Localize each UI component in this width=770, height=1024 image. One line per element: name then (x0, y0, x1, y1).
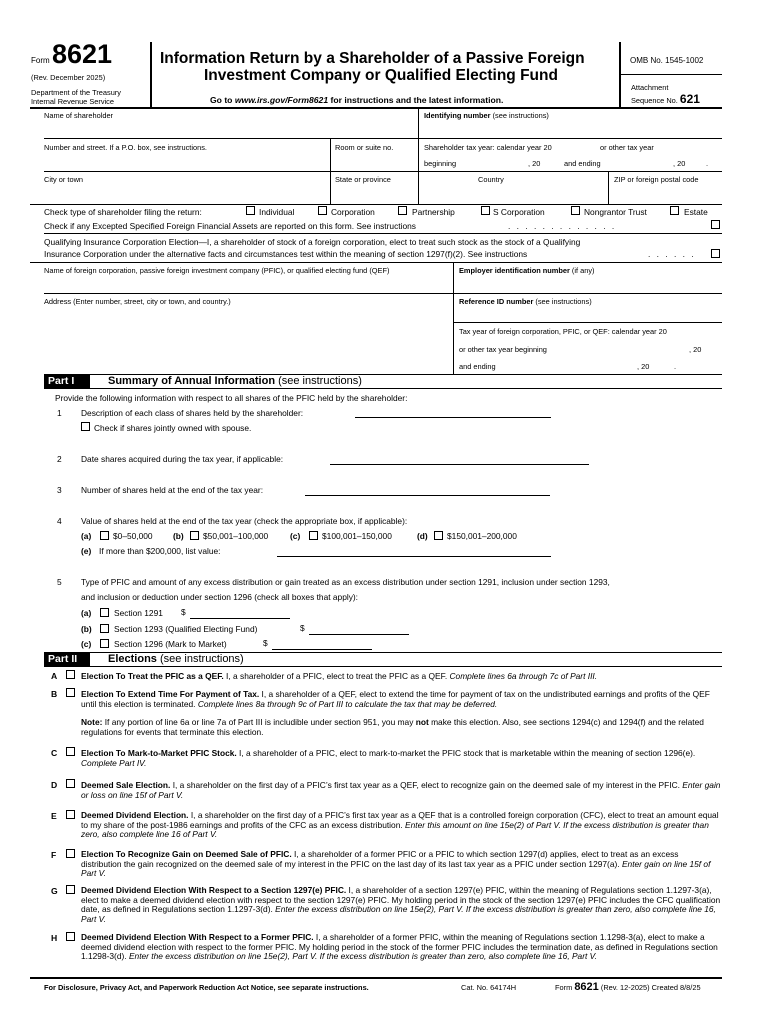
election-b-text: Election To Extend Time For Payment of Tax. I, a shareholder of a QEF, elect to extend the time for payment of tax on the undistributed earnings and profits of the QEF until this election is terminated. Complete lines 8a through 9c of Part III to calculate the tax that may be deferred. (81, 689, 710, 710)
footer-notice: For Disclosure, Privacy Act, and Paperwork Reduction Act Notice, see separate instructions. (44, 983, 369, 992)
filer-type-prompt: Check type of shareholder filing the return: (44, 207, 202, 217)
section-1296-label: Section 1296 (Mark to Market) (114, 639, 227, 649)
line5-text-line1: Type of PFIC and amount of any excess distribution or gain treated as an excess distribution under section 1291, inclusion under section 1293, (81, 577, 610, 587)
zip-label: ZIP or foreign postal code (614, 175, 699, 184)
form-number: 8621 (52, 39, 113, 69)
footer-form-id: Form 8621 (Rev. 12-2025) Created 8/8/25 (555, 981, 701, 993)
election-e-letter: E (51, 811, 57, 821)
election-b-note: Note: If any portion of line 6a or line 7a of Part III is includible under section 951, you may not make this election. Also, see sections 1294(c) and 1294(f) and the related regulations for events that terminate this election. (81, 717, 704, 738)
filer-s-corporation-label: S Corporation (493, 207, 545, 217)
line5c-letter: (c) (81, 639, 92, 649)
filer-nongrantor-trust-checkbox[interactable] (571, 206, 580, 215)
sequence-label: Sequence No. 621 (631, 92, 700, 106)
section-1291-checkbox[interactable] (100, 608, 109, 617)
attachment-label: Attachment (631, 83, 669, 92)
pfic-ending-year: , 20 (637, 362, 650, 371)
section-1291-input[interactable] (190, 618, 290, 619)
election-c-checkbox[interactable] (66, 747, 75, 756)
filer-s-corporation-checkbox[interactable] (481, 206, 490, 215)
line5a-letter: (a) (81, 608, 92, 618)
specified-assets-leader: . . . . . . . . . . . . . (508, 221, 617, 231)
election-e-checkbox[interactable] (66, 810, 75, 819)
pfic-other-begin-label: or other tax year beginning (459, 345, 547, 354)
line4e-letter: (e) (81, 546, 92, 556)
part2-label: Part II (44, 652, 90, 666)
election-f-letter: F (51, 850, 57, 860)
election-b-checkbox[interactable] (66, 688, 75, 697)
election-c-text: Election To Mark-to-Market PFIC Stock. I, a shareholder of a PFIC, elect to mark-to-market the PFIC stock that is marketable within the meaning of section 1296(e). Complete Part IV. (81, 748, 696, 769)
street-address-input[interactable] (44, 154, 324, 168)
form-title-line2: Investment Company or Qualified Electing Fund (204, 67, 558, 84)
ein-input[interactable] (459, 278, 719, 292)
line1-text: Description of each class of shares held by the shareholder: (81, 408, 304, 418)
filer-individual-checkbox[interactable] (246, 206, 255, 215)
joint-spouse-label: Check if shares jointly owned with spouse. (94, 423, 252, 433)
pfic-taxyear-label: Tax year of foreign corporation, PFIC, or QEF: calendar year 20 (459, 327, 667, 336)
room-suite-label: Room or suite no. (335, 143, 394, 152)
value-150k-200k-label: $150,001–200,000 (447, 531, 517, 541)
section-1296-input[interactable] (272, 649, 372, 650)
beginning-year: , 20 (528, 159, 541, 168)
filer-corporation-label: Corporation (331, 207, 375, 217)
section-1296-checkbox[interactable] (100, 639, 109, 648)
pfic-address-label: Address (Enter number, street, city or town, and country.) (44, 297, 231, 306)
filer-corporation-checkbox[interactable] (318, 206, 327, 215)
election-d-checkbox[interactable] (66, 779, 75, 788)
election-h-text: Deemed Dividend Election With Respect to a Former PFIC. I, a shareholder of a former PFIC, within the meaning of Regulations section 1.1298-3(a), elect to make a deemed dividend election with respect to the former PFIC. My holding period in the stock of the former PFIC includes the termination date, as defined in Regulations section 1.1298-3(d). Enter the excess distribution on line 15e(2), Part V. If the excess distribution is greater than zero, also complete line 16, Part V. (81, 932, 718, 962)
pfic-name-input[interactable] (44, 278, 449, 292)
line5-number: 5 (57, 577, 62, 587)
shareholder-name-label: Name of shareholder (44, 111, 114, 120)
specified-assets-checkbox[interactable] (711, 220, 720, 229)
election-a-checkbox[interactable] (66, 670, 75, 679)
irs-label: Internal Revenue Service (31, 97, 114, 106)
section-1293-input[interactable] (309, 634, 409, 635)
election-g-checkbox[interactable] (66, 885, 75, 894)
zip-input[interactable] (614, 186, 719, 200)
form-title-line1: Information Return by a Shareholder of a Passive Foreign (160, 50, 585, 67)
filer-estate-checkbox[interactable] (670, 206, 679, 215)
ein-label: Employer identification number (if any) (459, 266, 595, 275)
line5b-letter: (b) (81, 624, 92, 634)
election-g-text: Deemed Dividend Election With Respect to a Section 1297(e) PFIC. I, a shareholder of a section 1297(e) PFIC, within the meaning of Regulations section 1.1297-3(a), elect to make a deemed dividend election with respect to the section 1297(e) PFIC. My holding period in the stock of the section 1297(e) PFIC includes the CFC qualification date, as defined in Regulations section 1.1297-3(d). Enter the excess distribution on line 15e(2), Part V. If the excess distribution is greater than zero, also complete line 16, Part V. (81, 885, 721, 924)
shareholder-name-input[interactable] (44, 121, 414, 135)
line4-number: 4 (57, 516, 62, 526)
irs-url-link[interactable]: www.irs.gov/Form8621 (234, 95, 329, 105)
line4d-letter: (d) (417, 531, 428, 541)
joint-spouse-checkbox[interactable] (81, 422, 90, 431)
ending-year: , 20 (673, 159, 686, 168)
specified-assets-text: Check if any Excepted Specified Foreign Financial Assets are reported on this form. See instructions (44, 221, 416, 231)
election-b-letter: B (51, 689, 58, 699)
filer-partnership-label: Partnership (412, 207, 455, 217)
qic-election-line1: Qualifying Insurance Corporation Election—I, a shareholder of stock of a foreign corporation, elect to treat such stock as the stock of a Qualifying (44, 237, 581, 247)
election-f-text: Election To Recognize Gain on Deemed Sale of PFIC. I, a shareholder of a former PFIC or a PFIC to which section 1297(d) applies, elect to treat as an excess distribution the gain recognized on the deemed sale of my interest in the PFIC on the last day of its last tax year as a PFIC under section 1297(a). Enter gain on line 15f of Part V. (81, 849, 711, 879)
section-1291-label: Section 1291 (114, 608, 163, 618)
pfic-ending-label: and ending (459, 362, 496, 371)
reference-id-label: Reference ID number (see instructions) (459, 297, 592, 306)
line3-input[interactable] (305, 495, 550, 496)
value-150k-200k-checkbox[interactable] (434, 531, 443, 540)
line3-text: Number of shares held at the end of the tax year: (81, 485, 264, 495)
qic-election-leader: . . . . . . (648, 249, 696, 259)
line2-number: 2 (57, 454, 62, 464)
qic-election-line2: Insurance Corporation under the alternative facts and circumstances test within the meaning of section 1297(f)(2). See instructions (44, 249, 528, 259)
election-f-checkbox[interactable] (66, 849, 75, 858)
line4a-letter: (a) (81, 531, 92, 541)
street-address-label: Number and street. If a P.O. box, see instructions. (44, 143, 207, 152)
filer-nongrantor-trust-label: Nongrantor Trust (584, 207, 647, 217)
line1-number: 1 (57, 408, 62, 418)
room-suite-input[interactable] (335, 154, 415, 168)
dept-treasury: Department of the Treasury (31, 88, 121, 97)
identifying-number-input[interactable] (424, 121, 719, 135)
country-input[interactable] (478, 186, 603, 200)
filer-individual-label: Individual (259, 207, 295, 217)
line4c-letter: (c) (290, 531, 301, 541)
line2-text: Date shares acquired during the tax year, if applicable: (81, 454, 284, 464)
qic-election-checkbox[interactable] (711, 249, 720, 258)
line3-number: 3 (57, 485, 62, 495)
reference-id-input[interactable] (459, 308, 719, 320)
pfic-begin-year: , 20 (689, 345, 702, 354)
line4b-letter: (b) (173, 531, 184, 541)
value-0-50k-label: $0–50,000 (113, 531, 153, 541)
election-h-checkbox[interactable] (66, 932, 75, 941)
other-taxyear-label: or other tax year (600, 143, 654, 152)
section-1293-checkbox[interactable] (100, 624, 109, 633)
value-50k-100k-checkbox[interactable] (190, 531, 199, 540)
line4e-text: If more than $200,000, list value: (99, 546, 221, 556)
line1-input[interactable] (355, 417, 551, 418)
pfic-address-input[interactable] (44, 310, 449, 370)
revision-date: (Rev. December 2025) (31, 73, 106, 82)
part1-title: Summary of Annual Information (see instructions) (108, 375, 362, 387)
state-label: State or province (335, 175, 391, 184)
value-0-50k-checkbox[interactable] (100, 531, 109, 540)
value-100k-150k-checkbox[interactable] (309, 531, 318, 540)
election-g-letter: G (51, 886, 58, 896)
election-d-letter: D (51, 780, 58, 790)
election-h-letter: H (51, 933, 58, 943)
value-50k-100k-label: $50,001–100,000 (203, 531, 269, 541)
election-a-text: Election To Treat the PFIC as a QEF. I, a shareholder of a PFIC, elect to treat the PFIC as a QEF. Complete lines 6a through 7c of Part III. (81, 671, 598, 681)
goto-instructions: Go to www.irs.gov/Form8621 for instructions and the latest information. (210, 95, 504, 105)
city-label: City or town (44, 175, 84, 184)
line5-text-line2: and inclusion or deduction under section 1296 (check all boxes that apply): (81, 592, 359, 602)
omb-number: OMB No. 1545-1002 (630, 56, 704, 65)
section-1293-dollar: $ (300, 623, 305, 633)
filer-partnership-checkbox[interactable] (398, 206, 407, 215)
ending-period: . (706, 159, 709, 168)
part1-label: Part I (44, 374, 90, 388)
pfic-name-label: Name of foreign corporation, passive foreign investment company (PFIC), or qualified electing fund (QEF) (44, 266, 390, 275)
line2-input[interactable] (330, 464, 589, 465)
line4e-input[interactable] (277, 556, 551, 557)
city-input[interactable] (44, 186, 324, 200)
section-1293-label: Section 1293 (Qualified Electing Fund) (114, 624, 258, 634)
state-input[interactable] (335, 186, 415, 200)
taxyear-label: Shareholder tax year: calendar year 20 (424, 143, 552, 152)
election-a-letter: A (51, 671, 58, 681)
part1-intro: Provide the following information with respect to all shares of the PFIC held by the shareholder: (55, 393, 408, 403)
value-100k-150k-label: $100,001–150,000 (322, 531, 392, 541)
ending-label: and ending (564, 159, 601, 168)
identifying-number-label: Identifying number (see instructions) (424, 111, 549, 120)
pfic-ending-period: . (674, 362, 677, 371)
election-e-text: Deemed Dividend Election. I, a shareholder on the first day of a PFIC’s first tax year as a QEF that is a controlled foreign corporation (CFC), elect to treat an amount equal to my share of the post-1986 earnings and profits of the CFC as an excess distribution. Enter this amount on line 15e(2) of Part V. If the excess distribution is greater than zero, also complete line 16 of Part V. (81, 810, 719, 840)
line4-text: Value of shares held at the end of the tax year (check the appropriate box, if applicable): (81, 516, 408, 526)
part2-title: Elections (see instructions) (108, 653, 244, 665)
beginning-label: beginning (424, 159, 457, 168)
form-label: Form (31, 56, 50, 65)
election-d-text: Deemed Sale Election. I, a shareholder on the first day of a PFIC’s first tax year as a QEF, elect to recognize gain on the deemed sale of my interest in the PFIC. Enter gain or loss on line 15f of Part V. (81, 780, 721, 801)
election-c-letter: C (51, 748, 58, 758)
filer-estate-label: Estate (684, 207, 708, 217)
section-1296-dollar: $ (263, 638, 268, 648)
country-label: Country (478, 175, 504, 184)
footer-cat-number: Cat. No. 64174H (461, 983, 517, 992)
section-1291-dollar: $ (181, 607, 186, 617)
